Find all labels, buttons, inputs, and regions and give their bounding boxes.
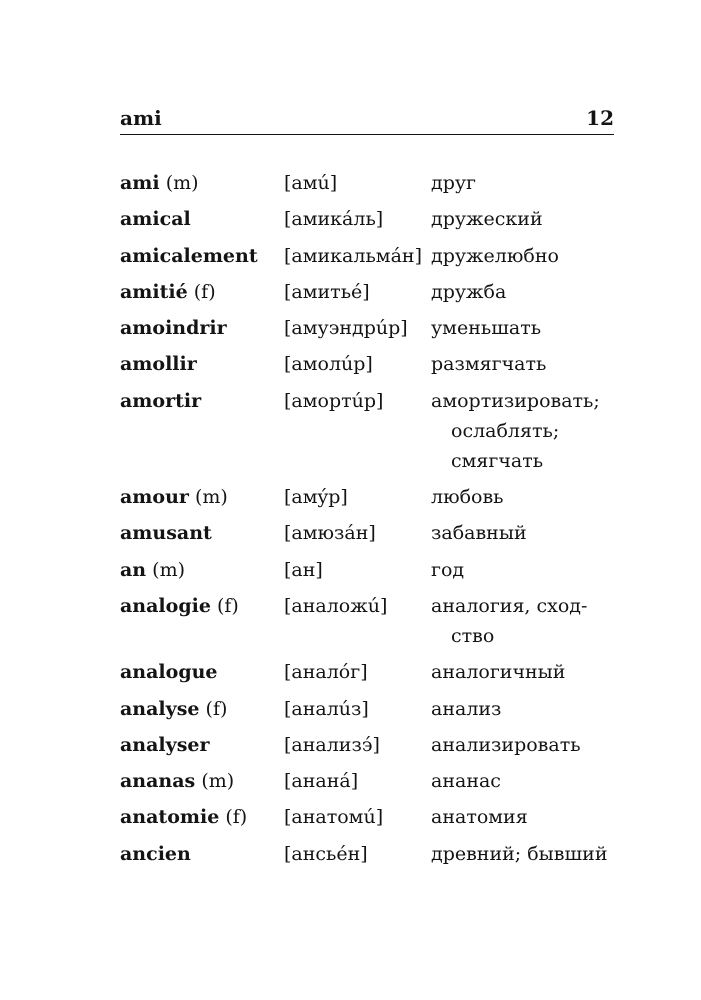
dictionary-entry [120,168,620,198]
french-word: analyse [120,697,200,720]
translation [431,168,620,198]
dictionary-entry [120,482,620,512]
translation-line: дружба [431,280,507,303]
gender-marker: (f) [216,594,239,617]
entry-headword [120,204,191,234]
pronunciation: [ансьéн] [284,842,368,865]
translation [431,591,620,651]
translation [431,313,620,343]
gender-marker: (m) [201,770,235,793]
translation-line: забавный [431,522,527,545]
translation-line: год [431,558,465,581]
translation-line: смягчать [451,449,544,472]
translation [431,349,620,379]
running-head [120,104,614,135]
dictionary-entry [120,839,620,869]
entry-headword [120,591,239,621]
entry-headword [120,241,258,271]
translation-line: древний; бывший [431,842,608,865]
pronunciation: [амикáль] [284,208,384,231]
pronunciation: [амýр] [284,486,348,509]
french-word: ami [120,172,160,194]
french-word: amortir [120,389,202,412]
translation-line: ослаблять; [451,419,560,442]
translation-line: аналогичный [431,661,566,684]
dictionary-entry [120,241,620,271]
entry-headword [120,555,185,585]
french-word: anatomie [120,806,220,829]
french-word: amusant [120,522,212,545]
dictionary-entry [120,386,620,476]
gender-marker: (m) [152,558,186,581]
pronunciation: [амикальмáн] [284,244,422,267]
pronunciation: [ан] [284,558,323,581]
entry-headword [120,766,234,796]
header-guide-word: ami [120,106,162,130]
pronunciation: [ананá] [284,770,359,793]
dictionary-entry [120,204,620,234]
french-word: amical [120,208,191,231]
french-word: analogie [120,594,211,617]
dictionary-entry [120,518,620,548]
translation-line: анатомия [431,806,528,829]
pronunciation: [амюзáн] [284,522,376,545]
entry-headword [120,657,218,687]
translation [431,386,620,476]
entry-headword [120,386,201,416]
translation-line: размягчать [431,353,547,376]
pronunciation: [анализэ́] [284,733,380,756]
translation-line: любовь [431,486,504,509]
entry-headword [120,313,227,343]
pronunciation: [анатомú] [284,806,384,829]
translation-line: амортизировать; [431,389,600,412]
dictionary-entry [120,277,620,307]
translation-line: анализ [431,697,502,720]
entry-headword [120,482,228,512]
translation-line: уменьшать [431,317,542,340]
french-word: ancien [120,842,191,865]
dictionary-entry [120,313,620,343]
french-word: amour [120,486,189,509]
dictionary-entry [120,555,620,585]
translation [431,694,620,724]
pronunciation: [аналúз] [284,697,369,720]
dictionary-entry [120,730,620,760]
translation-line: анализировать [431,733,581,756]
pronunciation: [амитьé] [284,280,370,303]
gender-marker: (m) [165,172,199,194]
translation [431,657,620,687]
gender-marker: (m) [194,486,228,509]
entry-headword [120,694,227,724]
translation [431,518,620,548]
translation [431,839,620,869]
entry-list [120,168,620,875]
dictionary-entry [120,766,620,796]
french-word: amollir [120,353,197,376]
french-word: analogue [120,661,218,684]
gender-marker: (f) [225,806,248,829]
entry-headword [120,518,212,548]
french-word: an [120,558,147,581]
pronunciation: [амолúр] [284,353,373,376]
french-word: ananas [120,770,196,793]
translation-line: дружелюбно [431,244,559,267]
translation [431,241,620,271]
gender-marker: (f) [205,697,228,720]
translation-line: аналогия, сход- [431,594,588,617]
translation-line: ананас [431,770,501,793]
gender-marker: (f) [193,280,216,303]
pronunciation: [аналóг] [284,661,368,684]
entry-headword [120,277,216,307]
dictionary-entry [120,802,620,832]
entry-headword [120,730,210,760]
dictionary-entry [120,591,620,651]
dictionary-entry [120,657,620,687]
french-word: amitié [120,280,188,303]
pronunciation: [амú] [284,172,338,194]
pronunciation: [амортúр] [284,389,384,412]
french-word: amoindrir [120,317,227,340]
translation-line: друг [431,172,476,194]
translation [431,204,620,234]
entry-headword [120,839,191,869]
pronunciation: [аналожú] [284,594,388,617]
french-word: amicalement [120,244,258,267]
translation [431,730,620,760]
translation [431,802,620,832]
french-word: analyser [120,733,210,756]
dictionary-entry [120,349,620,379]
pronunciation: [амуэндрúр] [284,317,408,340]
translation [431,555,620,585]
entry-headword [120,168,199,198]
entry-headword [120,802,247,832]
translation [431,277,620,307]
entry-headword [120,349,197,379]
translation-line: дружеский [431,208,543,231]
translation-line: ство [451,624,495,647]
dictionary-entry [120,694,620,724]
translation [431,766,620,796]
translation [431,482,620,512]
page-number: 12 [586,106,614,130]
